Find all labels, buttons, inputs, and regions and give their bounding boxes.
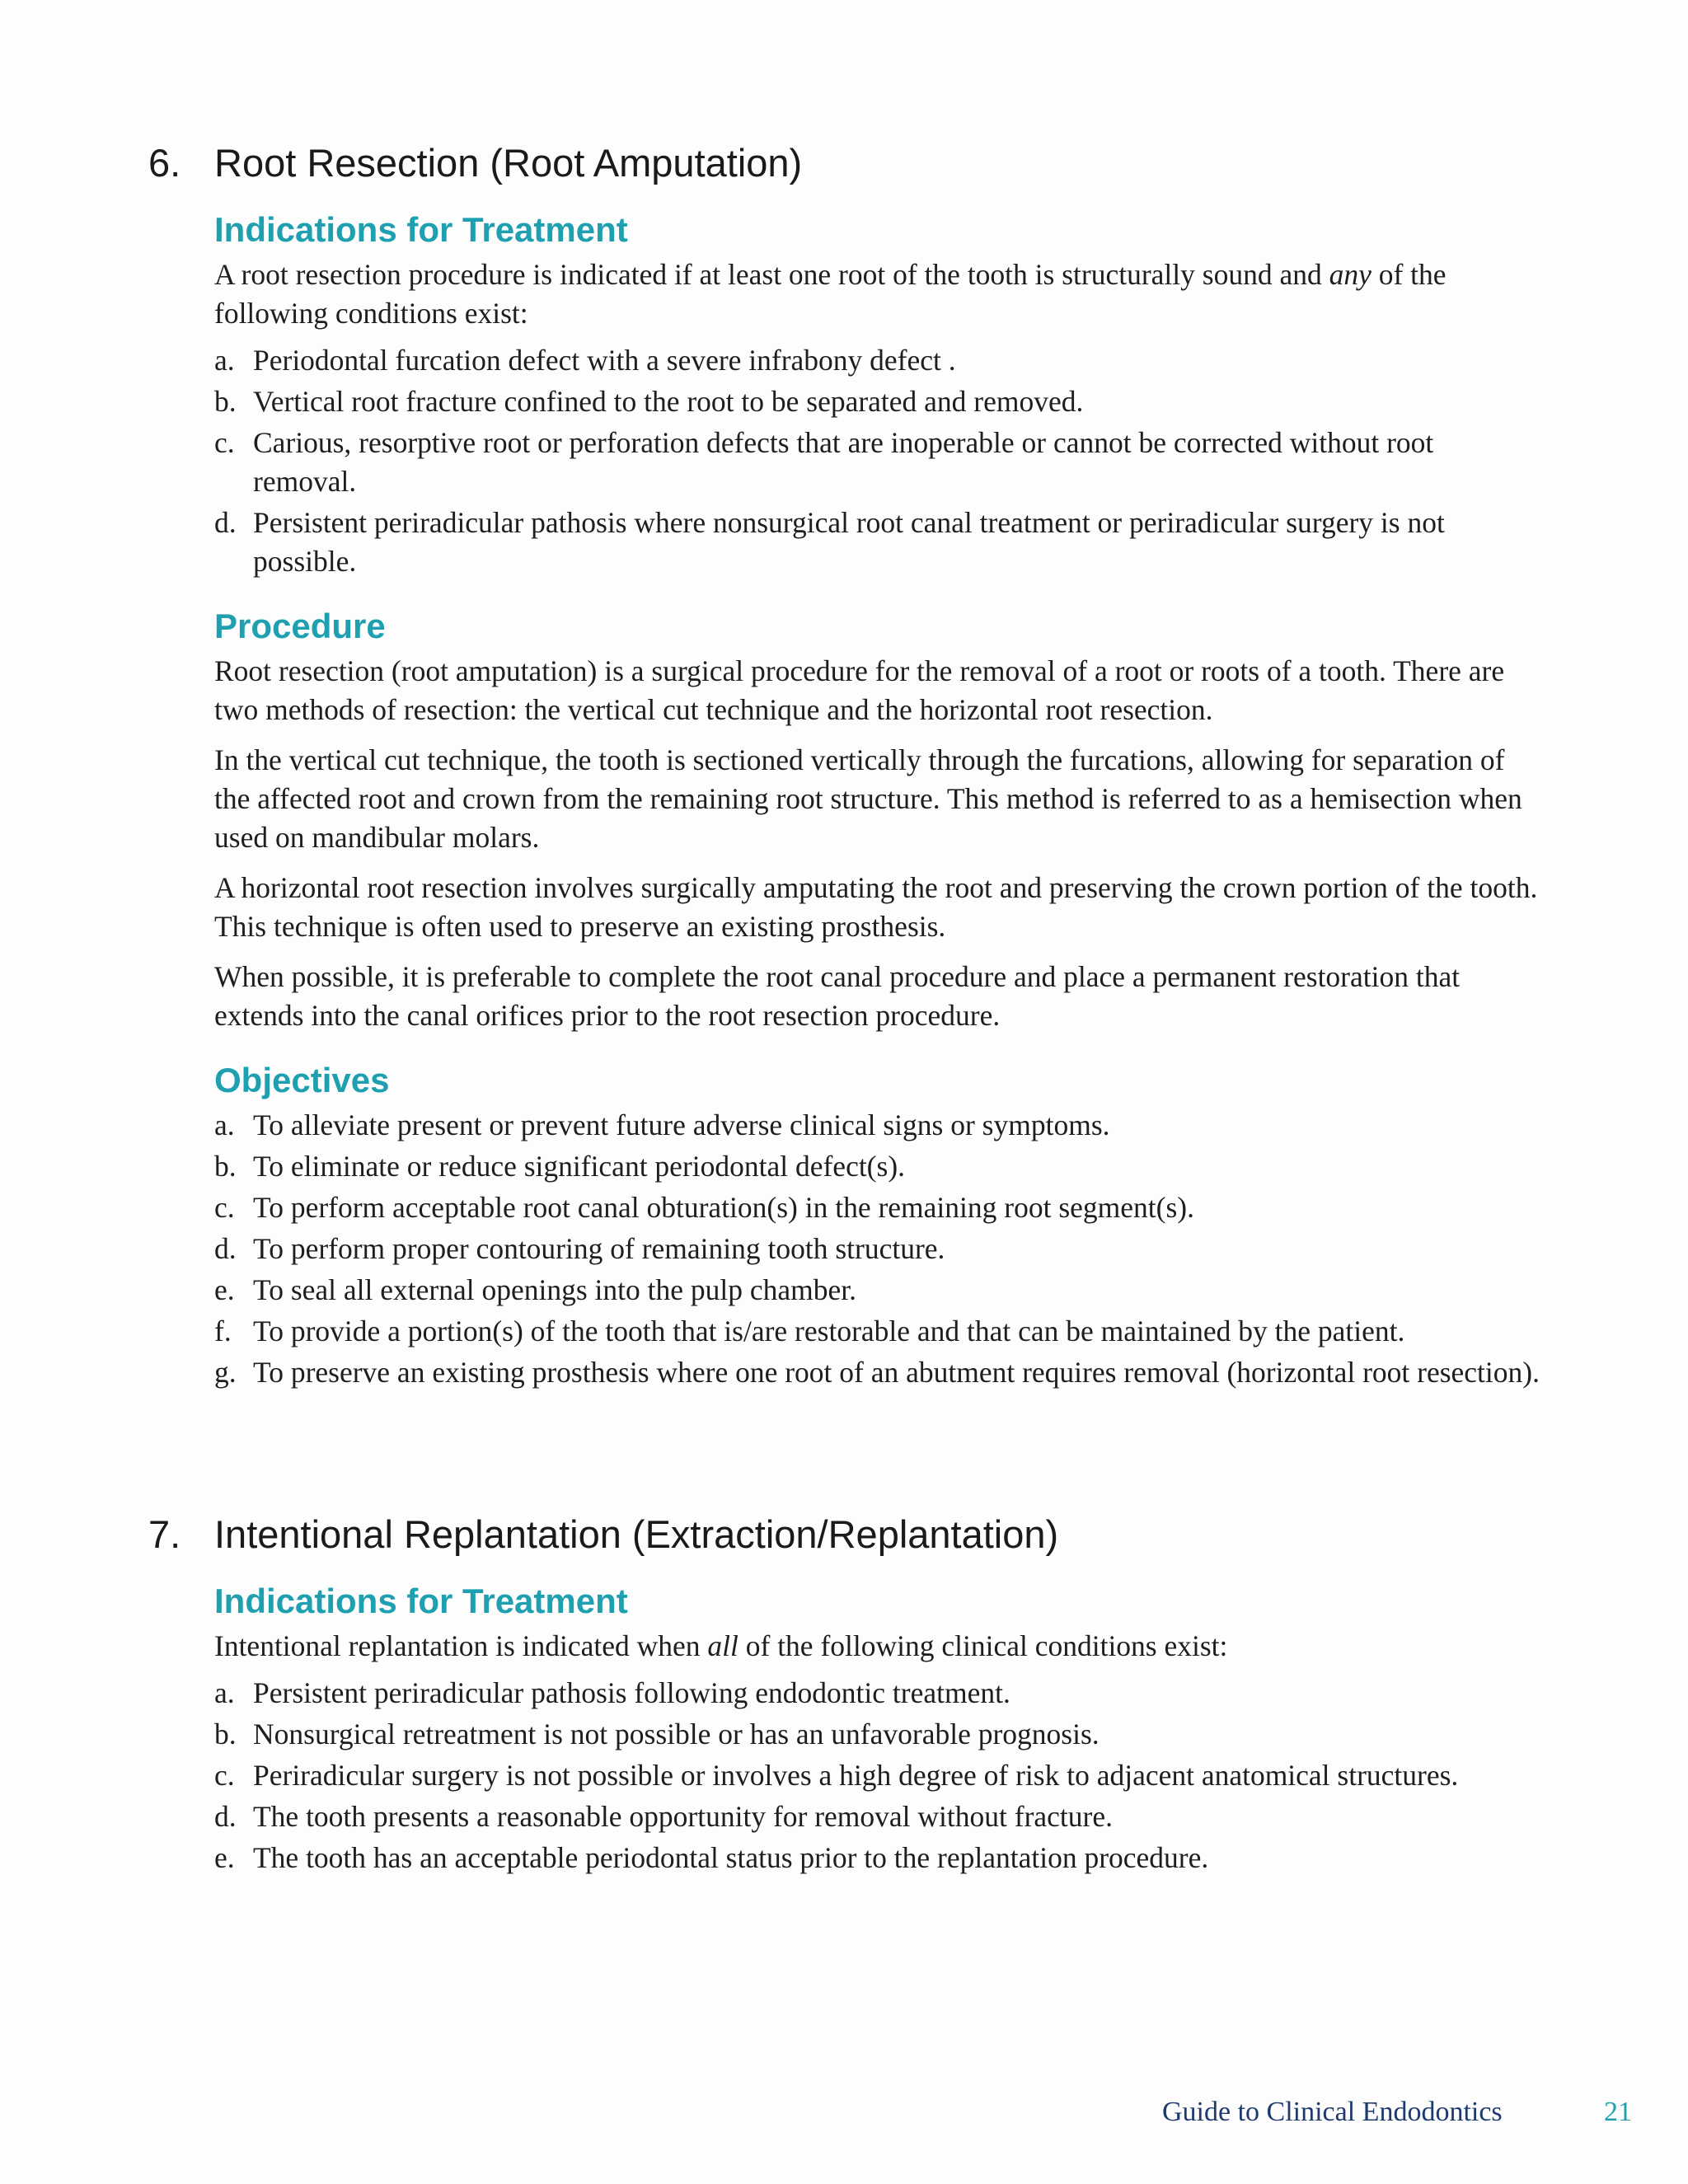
list-item: c. Periradicular surgery is not possible or involves a high degree of risk to adjacent anatomical structures. bbox=[214, 1759, 1459, 1792]
footer-title: Guide to Clinical Endodontics bbox=[1162, 2097, 1503, 2127]
section-6-heading bbox=[148, 138, 1550, 188]
list-item: g. To preserve an existing prosthesis where one root of an abutment requires removal (horizontal root resection). bbox=[214, 1356, 1540, 1389]
list-item: b. Nonsurgical retreatment is not possible or has an unfavorable prognosis. bbox=[214, 1718, 1100, 1750]
page-number: 21 bbox=[1604, 2097, 1632, 2127]
indications-intro: A root resection procedure is indicated if at least one root of the tooth is structurally sound and any of the following conditions exist: bbox=[214, 258, 1447, 330]
list-item: d. Persistent periradicular pathosis where nonsurgical root canal treatment or periradicular surgery is not possible. bbox=[214, 506, 1445, 578]
list-item: e. The tooth has an acceptable periodontal status prior to the replantation procedure. bbox=[214, 1841, 1209, 1874]
section-7-body bbox=[214, 1579, 1541, 1877]
section-number: 6. bbox=[148, 141, 181, 185]
section-title: Intentional Replantation (Extraction/Replantation) bbox=[214, 1512, 1059, 1556]
indications-list bbox=[214, 1674, 1541, 1877]
list-item: f. To provide a portion(s) of the tooth that is/are restorable and that can be maintained by the patient. bbox=[214, 1315, 1405, 1347]
section-title: Root Resection (Root Amputation) bbox=[214, 141, 803, 185]
indications-heading: Indications for Treatment bbox=[214, 210, 628, 249]
emphasis-all: all bbox=[707, 1629, 738, 1662]
indications-heading: Indications for Treatment bbox=[214, 1582, 628, 1620]
list-item: a. To alleviate present or prevent future adverse clinical signs or symptoms. bbox=[214, 1108, 1110, 1141]
list-item: b. Vertical root fracture confined to the root to be separated and removed. bbox=[214, 385, 1084, 418]
procedure-paragraph: When possible, it is preferable to complete the root canal procedure and place a permanent restoration that extends into the canal orifices prior to the root resection procedure. bbox=[214, 960, 1461, 1032]
list-item: e. To seal all external openings into the pulp chamber. bbox=[214, 1273, 856, 1306]
list-item: d. To perform proper contouring of remaining tooth structure. bbox=[214, 1232, 945, 1265]
emphasis-any: any bbox=[1329, 258, 1372, 291]
list-item: a. Persistent periradicular pathosis following endodontic treatment. bbox=[214, 1676, 1010, 1709]
indications-list bbox=[214, 341, 1541, 581]
objectives-list bbox=[214, 1106, 1541, 1392]
objectives-heading: Objectives bbox=[214, 1061, 390, 1099]
page-footer bbox=[1162, 2092, 1632, 2133]
section-number: 7. bbox=[148, 1512, 181, 1556]
section-6 bbox=[148, 138, 1550, 1394]
list-item: a. Periodontal furcation defect with a severe infrabony defect . bbox=[214, 344, 956, 377]
list-item: c. To perform acceptable root canal obturation(s) in the remaining root segment(s). bbox=[214, 1191, 1194, 1224]
procedure-paragraph: A horizontal root resection involves surgically amputating the root and preserving the crown portion of the tooth. This technique is often used to preserve an existing prosthesis. bbox=[214, 871, 1538, 943]
list-item: b. To eliminate or reduce significant periodontal defect(s). bbox=[214, 1150, 906, 1183]
procedure-paragraph: In the vertical cut technique, the tooth is sectioned vertically through the furcations, allowing for separation of the affected root and crown from the remaining root structure. This method is referred to as a hemisection when used on mandibular molars. bbox=[214, 743, 1522, 854]
procedure-paragraph: Root resection (root amputation) is a surgical procedure for the removal of a root or roots of a tooth. There are two methods of resection: the vertical cut technique and the horizontal root resection. bbox=[214, 654, 1505, 726]
section-7-heading bbox=[148, 1510, 1550, 1559]
procedure-heading: Procedure bbox=[214, 607, 386, 645]
list-item: d. The tooth presents a reasonable opportunity for removal without fracture. bbox=[214, 1800, 1113, 1833]
indications-intro: Intentional replantation is indicated when all of the following clinical conditions exist: bbox=[214, 1629, 1228, 1662]
list-item: c. Carious, resorptive root or perforation defects that are inoperable or cannot be corrected without root removal. bbox=[214, 426, 1434, 498]
section-7 bbox=[148, 1510, 1550, 1880]
section-6-body bbox=[214, 208, 1541, 1392]
